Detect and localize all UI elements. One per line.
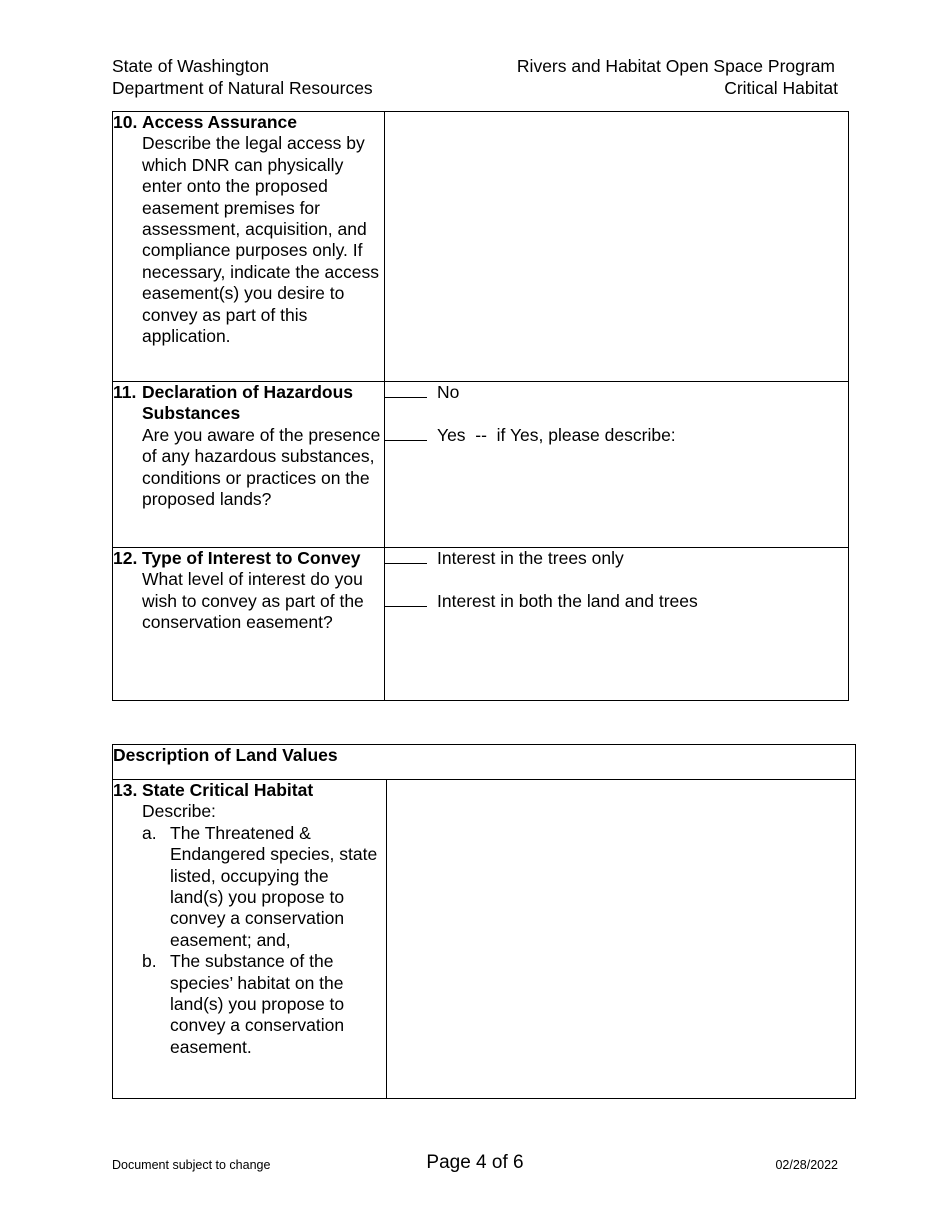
question-description: Are you aware of the presence of any hazardous substances, conditions or practices on the proposed lands? [142,424,381,510]
checkbox-blank-line[interactable] [385,591,427,607]
agency-state: State of Washington [112,56,269,76]
checkbox-blank-line[interactable] [385,382,427,398]
question-11 [113,382,385,548]
option-label: No [437,382,460,402]
list-item-label: b. [142,951,157,972]
checkbox-blank-line[interactable] [385,548,427,564]
question-number: 13. [113,780,138,800]
question-number: 12. [113,548,138,568]
answer-options-11 [385,382,849,548]
requirement-list [113,823,386,1058]
option-yes[interactable] [385,425,848,446]
question-13 [113,780,387,1099]
answer-options-12 [385,548,849,701]
question-number: 10. [113,112,138,132]
option-label: Interest in the trees only [437,548,624,568]
answer-field-13[interactable] [387,780,856,1099]
page-number: Page 4 of 6 [426,1152,524,1173]
list-item-text: The substance of the species’ habitat on the land(s) you propose to convey a conservation easement. [170,951,345,1057]
application-questions-table [112,111,849,701]
question-title: State Critical Habitat [142,780,314,800]
question-title: Type of Interest to Convey [142,548,361,568]
land-values-table [112,744,856,1099]
list-item-text: The Threatened & Endangered species, state listed, occupying the land(s) you propose to convey a conservation easement; and, [170,822,378,950]
footer-date: 02/28/2022 [775,1158,838,1172]
question-row-12 [113,548,849,701]
question-row-10 [113,112,849,382]
question-title: Access Assurance [142,112,298,132]
list-item [142,823,386,951]
option-label: Yes -- if Yes, please describe: [437,425,676,445]
program-category: Critical Habitat [724,77,838,98]
question-description: What level of interest do you wish to convey as part of the conservation easement? [142,569,364,633]
answer-field-10[interactable] [385,112,849,382]
option-no[interactable] [385,382,848,403]
option-label: Interest in both the land and trees [437,591,698,611]
list-item [142,951,386,1058]
page-footer [112,1150,838,1176]
list-item-label: a. [142,822,157,843]
header-right [517,56,838,99]
question-title: Declaration of Hazardous Substances [142,382,354,424]
agency-department: Department of Natural Resources [112,77,373,98]
question-description: Describe the legal access by which DNR can physically enter onto the proposed easement premises for assessment, acquisition, and compliance purposes only. If necessary, indicate the access easement(s) you desire to convey as part of this application. [142,133,380,347]
question-12 [113,548,385,701]
question-row-13 [113,780,856,1099]
option-land-and-trees[interactable] [385,591,848,612]
section-header-row [113,745,856,780]
checkbox-blank-line[interactable] [385,425,427,441]
question-number: 11. [113,382,137,402]
program-name: Rivers and Habitat Open Space Program [516,56,835,76]
footer-disclaimer: Document subject to change [112,1158,271,1172]
question-10 [113,112,385,382]
section-heading: Description of Land Values [113,745,856,780]
question-row-11 [113,382,849,548]
header-left [112,56,373,99]
question-intro: Describe: [142,801,216,822]
option-trees-only[interactable] [385,548,848,569]
